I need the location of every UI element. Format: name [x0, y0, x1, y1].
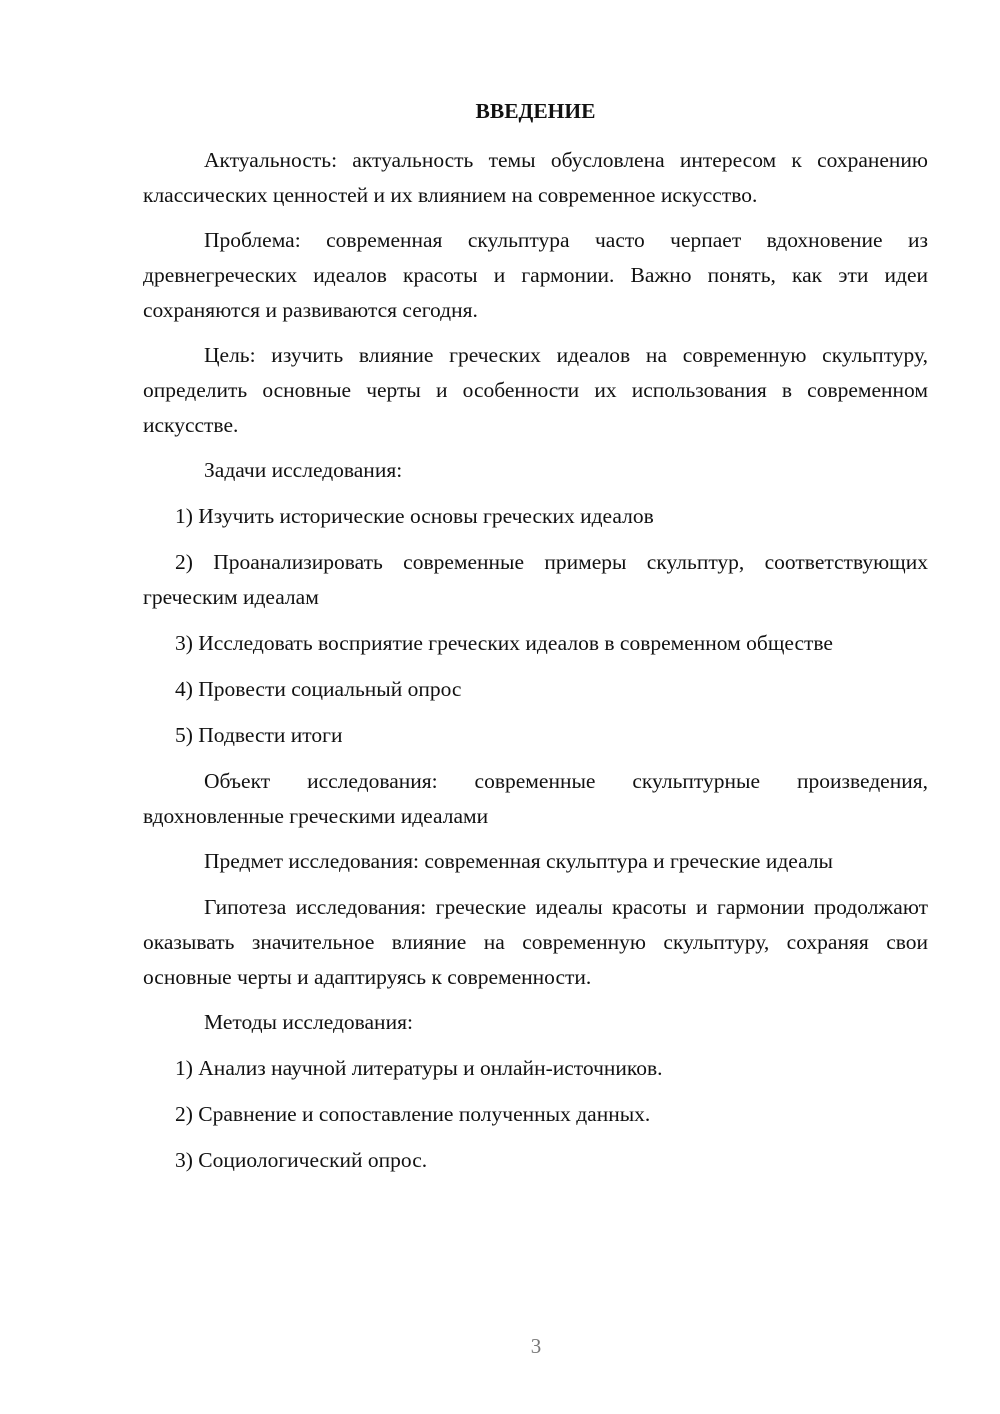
object-paragraph: Объект исследования: современные скульптурные произведения, вдохновленные греческими идеалами [143, 769, 928, 828]
page-number: 3 [530, 1334, 542, 1358]
problem-paragraph: Проблема: современная скульптура часто черпает вдохновение из древнегреческих идеалов красоты и гармонии. Важно понять, как эти идеи сохраняются и развиваются сегодня. [143, 228, 928, 322]
methods-heading: Методы исследования: [204, 1010, 413, 1034]
method-item-3: 3) Социологический опрос. [175, 1148, 428, 1172]
subject-paragraph: Предмет исследования: современная скульптура и греческие идеалы [204, 849, 834, 873]
relevance-paragraph: Актуальность: актуальность темы обусловлена интересом к сохранению классических ценностей и их влиянием на современное искусство. [143, 148, 928, 207]
page-content [143, 95, 928, 1189]
goal-paragraph: Цель: изучить влияние греческих идеалов на современную скульптуру, определить основные черты и особенности их использования в современном искусстве. [143, 343, 928, 437]
task-item-4: 4) Провести социальный опрос [175, 677, 462, 701]
task-item-5: 5) Подвести итоги [175, 723, 343, 747]
task-item-2: 2) Проанализировать современные примеры скульптур, соответствующих греческим идеалам [143, 550, 928, 609]
tasks-heading: Задачи исследования: [204, 458, 403, 482]
section-title: ВВЕДЕНИЕ [475, 99, 596, 123]
task-item-1: 1) Изучить исторические основы греческих идеалов [175, 504, 654, 528]
hypothesis-paragraph: Гипотеза исследования: греческие идеалы красоты и гармонии продолжают оказывать значительное влияние на современную скульптуру, сохраняя свои основные черты и адаптируясь к современности. [143, 895, 928, 989]
method-item-2: 2) Сравнение и сопоставление полученных данных. [175, 1102, 651, 1126]
method-item-1: 1) Анализ научной литературы и онлайн-источников. [175, 1056, 663, 1080]
task-item-3: 3) Исследовать восприятие греческих идеалов в современном обществе [175, 631, 833, 655]
